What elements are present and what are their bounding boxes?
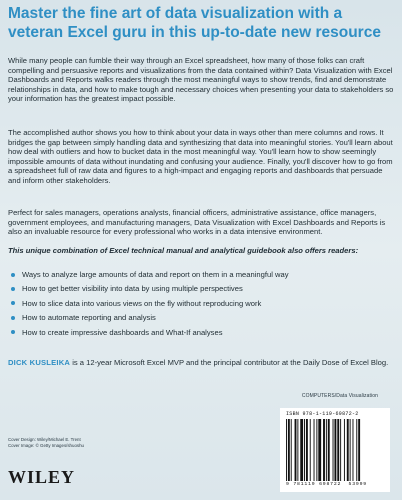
bullet-icon xyxy=(11,273,15,277)
barcode-bar xyxy=(334,419,336,481)
cover-credits xyxy=(8,437,84,449)
author-name: DICK KUSLEIKA xyxy=(8,358,71,367)
cover-design-credit: Cover Design: Wiley/Michael E. Trent xyxy=(8,437,81,442)
barcode-number: 9 781119 698722 xyxy=(286,482,342,487)
barcode-bar xyxy=(291,419,292,481)
category-label: COMPUTERS/Data Visualization xyxy=(301,393,378,399)
barcode-bar xyxy=(300,419,303,481)
headline: Master the fine art of data visualization with a veteran Excel guru in this up-to-date new resource xyxy=(8,5,381,41)
list-item-text: How to get better visibility into data by using multiple perspectives xyxy=(22,284,243,294)
bullet-icon xyxy=(11,287,15,291)
bullet-icon xyxy=(11,301,15,305)
barcode-bar xyxy=(306,419,308,481)
barcode-bar xyxy=(340,419,341,481)
author-bio xyxy=(8,358,396,368)
barcode-bar xyxy=(286,419,287,481)
list-item xyxy=(8,328,338,338)
list-item xyxy=(8,270,338,280)
author-bio-text: is a 12-year Microsoft Excel MVP and the principal contributor at the Daily Dose of Excel Blog. xyxy=(70,358,389,367)
barcode-bar xyxy=(344,419,345,481)
barcode-bar xyxy=(304,419,305,481)
list-item xyxy=(8,313,338,323)
publisher-logo: WILEY xyxy=(8,467,76,487)
barcode-bar xyxy=(316,419,317,481)
barcode-bar xyxy=(350,419,351,481)
barcode-bar xyxy=(318,419,321,481)
author-approach-paragraph: The accomplished author shows you how to think about your data in ways other than mere columns and rows. It bridges the gap between simply handling data and synthesizing that data into meaningful stories. You'll learn about how deal with outliers and how to bucket data in the most meaningful way. You'll learn how to show seemingly impossible amounts of data without inundating and confusing your audience. Finally, you'll discover how to go from a spreadsheet full of raw data and figures to a high-impact and engaging reports and dashboards that persuade and inform other stakeholders. xyxy=(8,128,393,185)
barcode-bar xyxy=(288,419,290,481)
bullet-icon xyxy=(11,316,15,320)
barcode-icon xyxy=(286,419,384,481)
intro-paragraph: While many people can fumble their way through an Excel spreadsheet, how many of those folks can craft compelling and persuasive reports and visualizations from the data contained within? Data Visualization with Excel Dashboards and Reports walks readers through the most meaningful ways to show trends, find and demonstrate relationships in data, and how to make tough and necessary choices when presenting your data to stakeholders so your information has the greatest impact possible. xyxy=(8,56,394,104)
barcode-digits xyxy=(286,482,386,487)
barcode-bar xyxy=(358,419,360,481)
list-item xyxy=(8,284,338,294)
list-item xyxy=(8,299,338,309)
benefit-list xyxy=(8,270,338,342)
barcode-bar xyxy=(333,419,334,481)
barcode-bar xyxy=(356,419,357,481)
list-item-text: How to create impressive dashboards and What-If analyses xyxy=(22,327,223,337)
barcode-bar xyxy=(337,419,339,481)
list-item-text: Ways to analyze large amounts of data and report on them in a meaningful way xyxy=(22,270,289,279)
offers-intro: This unique combination of Excel technical manual and analytical guidebook also offers readers: xyxy=(8,246,359,255)
barcode-bar xyxy=(314,419,315,481)
isbn-text: ISBN 978-1-119-69872-2 xyxy=(286,411,359,417)
barcode-bar xyxy=(328,419,330,481)
price-code: 53999 xyxy=(348,482,367,487)
barcode-bar xyxy=(310,419,311,481)
barcode-bar xyxy=(326,419,327,481)
barcode-bar xyxy=(295,419,297,481)
audience-paragraph: Perfect for sales managers, operations analysts, financial officers, administrative assistance, office managers, government employees, and manufacturing managers, Data Visualization with Excel Dashboards and Reports is also an invaluable resource for every professional who works in a data intensive environment. xyxy=(8,208,386,237)
cover-image-credit: Cover Image: © Getty Images/shuoshu xyxy=(8,442,84,448)
barcode-panel xyxy=(280,408,390,492)
barcode-bar xyxy=(353,419,354,481)
list-item-text: How to slice data into various views on the fly without reproducing work xyxy=(22,298,262,308)
bullet-icon xyxy=(11,330,15,334)
list-item-text: How to automate reporting and analysis xyxy=(22,313,156,323)
barcode-bar xyxy=(347,419,349,481)
barcode-bar xyxy=(323,419,325,481)
barcode-bar xyxy=(297,419,298,481)
